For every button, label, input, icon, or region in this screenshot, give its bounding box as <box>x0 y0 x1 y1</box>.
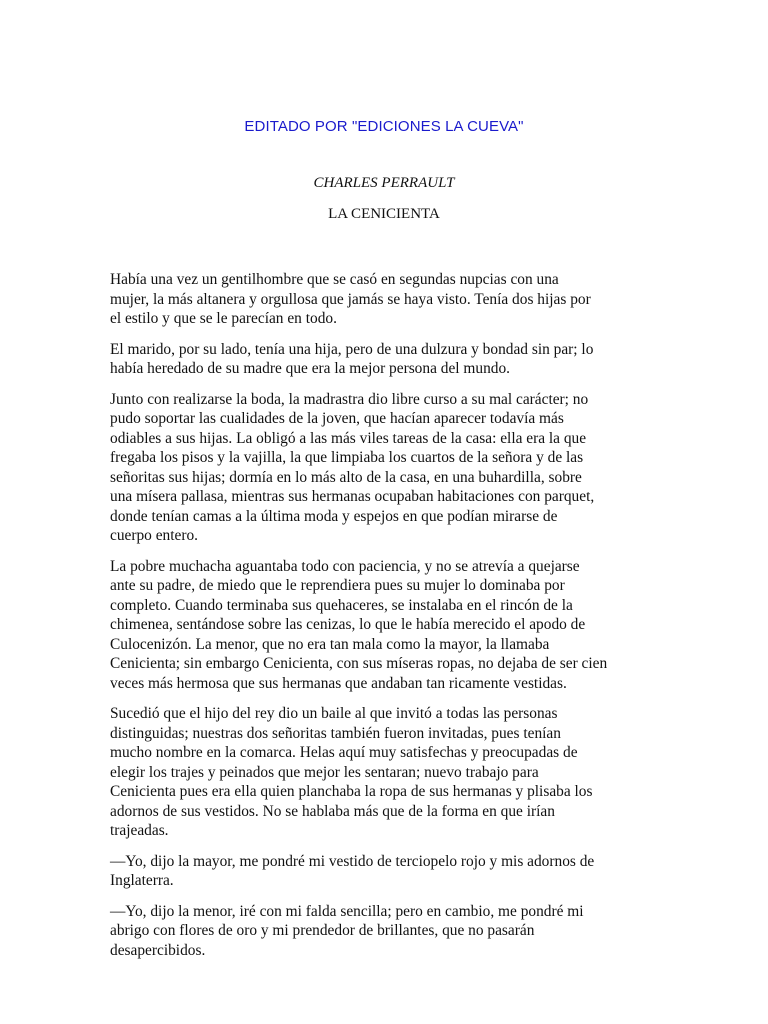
paragraph: El marido, por su lado, tenía una hija, pero de una dulzura y bondad sin par; lo había heredado de su madre que era la mejor persona del mundo. <box>110 340 594 377</box>
paragraph: —Yo, dijo la mayor, me pondré mi vestido de terciopelo rojo y mis adornos de Inglaterra. <box>110 852 595 889</box>
paragraph: Había una vez un gentilhombre que se casó en segundas nupcias con una mujer, la más altanera y orgullosa que jamás se haya visto. Tenía dos hijas por el estilo y que se le parecían en todo. <box>110 271 591 327</box>
author-name: CHARLES PERRAULT <box>313 175 455 191</box>
paragraph: La pobre muchacha aguantaba todo con paciencia, y no se atrevía a quejarse ante su padre, de miedo que le reprendiera pues su mujer lo dominaba por completo. Cuando terminaba sus quehaceres, se instalaba en el rincón de la chimenea, sentándose sobre las cenizas, lo que le había merecido el apodo de Culocenizón. La menor, que no era tan mala como la mayor, la llamaba Cenicienta; sin embargo Cenicienta, con sus míseras ropas, no dejaba de ser cien veces más hermosa que sus hermanas que andaban tan ricamente vestidas. <box>110 557 608 692</box>
paragraph: Junto con realizarse la boda, la madrastra dio libre curso a su mal carácter; no pudo soportar las cualidades de la joven, que hacían aparecer todavía más odiables a sus hijas. La obligó a las más viles tareas de la casa: ella era la que fregaba los pisos y la vajilla, la que limpiaba los cuartos de la señora y de las señoritas sus hijas; dormía en lo más alto de la casa, en una buhardilla, sobre una mísera pallasa, mientras sus hermanas ocupaban habitaciones con parquet, donde tenían camas a la última moda y espejos en que podían mirarse de cuerpo entero. <box>110 390 595 544</box>
story-title: LA CENICIENTA <box>328 206 440 222</box>
paragraph: —Yo, dijo la menor, iré con mi falda sencilla; pero en cambio, me pondré mi abrigo con flores de oro y mi prendedor de brillantes, que no pasarán desapercibidos. <box>110 902 584 959</box>
story-body <box>110 270 670 971</box>
paragraph: Sucedió que el hijo del rey dio un baile al que invitó a todas las personas distinguidas; nuestras dos señoritas también fueron invitadas, pues tenían mucho nombre en la comarca. Helas aquí muy satisfechas y preocupadas de elegir los trajes y peinados que mejor les sentaran; nuevo trabajo para Cenicienta pues era ella quien planchaba la ropa de sus hermanas y plisaba los adornos de sus vestidos. No se hablaba más que de la forma en que irían trajeadas. <box>110 705 593 839</box>
editor-credit: EDITADO POR "EDICIONES LA CUEVA" <box>244 118 524 135</box>
